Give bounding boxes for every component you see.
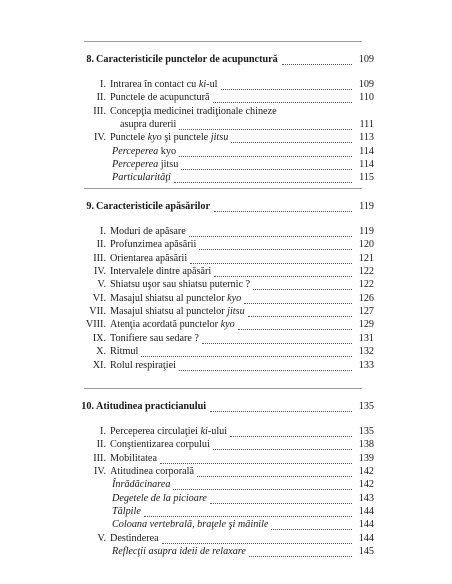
italic-term: Reflecţii asupra ideii de relaxare: [112, 546, 246, 558]
title-segment: Caracteristicile apăsărilor: [96, 201, 211, 212]
toc-entry[interactable]: [0, 318, 452, 332]
section-number: V.: [97, 532, 106, 544]
section-number: V.: [97, 279, 106, 291]
italic-term: kyo: [147, 132, 162, 144]
toc-entry[interactable]: [0, 78, 452, 92]
title-segment: Rolul respiraţiei: [110, 359, 176, 371]
page-number: 127: [358, 306, 374, 318]
title-segment: Perceperea circulaţiei: [110, 426, 201, 437]
page-number: 114: [359, 145, 374, 157]
italic-term: Particularităţi: [112, 172, 171, 184]
section-number: VIII.: [85, 319, 106, 331]
chapter-title: [96, 200, 210, 214]
subentry-title: [112, 171, 171, 185]
entry-title: [110, 305, 245, 319]
chapter-number: 10.: [81, 401, 94, 412]
page-number: 129: [358, 319, 374, 331]
page-number: 144: [358, 532, 374, 544]
entry-title: [110, 265, 211, 279]
toc-entry[interactable]: [0, 532, 452, 546]
title-segment: Profunzimea apăsării: [110, 239, 197, 251]
page-number: 142: [358, 466, 374, 478]
italic-term: Înrădăcinarea: [112, 479, 171, 491]
page-number: 135: [358, 401, 374, 412]
toc-entry[interactable]: [0, 359, 452, 373]
entry-title: [110, 78, 218, 92]
section-number: IX.: [92, 332, 106, 344]
title-segment: Atenţia acordată punctelor: [110, 319, 221, 331]
title-segment: Mobilitatea: [110, 452, 157, 464]
entry-title: [110, 465, 194, 479]
section-number: XI.: [92, 359, 106, 371]
page-number: 133: [358, 359, 374, 371]
italic-term: ki: [198, 79, 207, 90]
toc-entry[interactable]: [0, 305, 452, 319]
title-segment: -ului: [207, 426, 228, 437]
section-number: III.: [93, 452, 106, 464]
page-number: 122: [358, 266, 374, 278]
title-segment: Masajul shiatsu al punctelor: [110, 306, 228, 318]
toc-entry[interactable]: [0, 238, 452, 252]
page-number: 111: [359, 119, 374, 131]
toc-entry[interactable]: [0, 278, 452, 292]
title-segment: Masajul shiatsu al punctelor: [110, 292, 228, 304]
chapter-divider: [84, 188, 362, 189]
page-number: 113: [359, 132, 374, 144]
title-segment: şi punctele: [161, 132, 211, 144]
toc-entry[interactable]: [0, 452, 452, 466]
subentry-title: [112, 545, 246, 559]
page-number: 126: [358, 292, 374, 304]
title-segment: Atitudinea practicianului: [96, 401, 207, 412]
toc-entry[interactable]: [0, 438, 452, 452]
chapter-number: 8.: [86, 54, 94, 65]
page-number: 114: [359, 159, 374, 171]
title-segment: Shiatsu uşor sau shiatsu puternic ?: [110, 279, 251, 291]
entry-title: [110, 105, 277, 119]
toc-entry[interactable]: [0, 252, 452, 266]
page-number: 145: [358, 546, 374, 558]
section-number: VII.: [89, 306, 106, 318]
entry-title: [110, 345, 138, 359]
entry-title: [110, 359, 176, 373]
section-number: II.: [96, 239, 106, 251]
page-number: 109: [358, 79, 374, 90]
title-segment: Ritmul: [110, 346, 139, 358]
italic-term: kyo: [227, 292, 242, 304]
page-number: 109: [358, 54, 374, 65]
entry-title: [110, 292, 241, 306]
section-number: I.: [100, 426, 106, 437]
title-segment: Orientarea apăsării: [110, 252, 188, 264]
page-number: 144: [358, 519, 374, 531]
subentry-title: [112, 158, 178, 172]
chapter-heading[interactable]: [0, 400, 452, 414]
toc-subentry[interactable]: [0, 518, 452, 532]
page-number: 115: [359, 172, 374, 184]
toc-entry[interactable]: [0, 265, 452, 279]
page-number: 119: [359, 201, 374, 212]
section-number: I.: [100, 79, 106, 90]
toc-subentry[interactable]: [0, 145, 452, 159]
entry-title: [110, 438, 210, 452]
entry-title: [110, 452, 157, 466]
subentry-title: [112, 518, 268, 532]
title-segment: Intrarea în contact cu: [110, 79, 199, 90]
section-number: III.: [93, 252, 106, 264]
italic-term: Coloana vertebrală, braţele şi mâinile: [112, 519, 269, 531]
page-number: 138: [358, 439, 374, 451]
entry-title: [110, 318, 235, 332]
title-segment: Punctele de acupunctură: [110, 92, 210, 104]
title-segment: -ul: [206, 79, 218, 90]
chapter-divider: [84, 388, 362, 389]
title-segment: Conştientizarea corpului: [110, 439, 210, 451]
title-segment: kyo: [160, 145, 177, 157]
toc-subentry[interactable]: [0, 171, 452, 185]
page-number: 131: [358, 332, 374, 344]
title-segment: Caracteristicile punctelor de acupunctură: [96, 54, 278, 65]
section-number: VI.: [92, 292, 106, 304]
toc-subentry[interactable]: [0, 158, 452, 172]
title-segment: Intervalele dintre apăsări: [110, 266, 212, 278]
toc-entry[interactable]: [0, 131, 452, 145]
subentry-title: [112, 478, 170, 492]
entry-title: [110, 532, 159, 546]
toc-subentry[interactable]: [0, 505, 452, 519]
title-segment: Atitudinea corporală: [110, 466, 195, 478]
italic-term: jitsu: [210, 132, 229, 144]
toc-entry[interactable]: [0, 105, 452, 119]
italic-term: jitsu: [227, 306, 245, 318]
title-segment: Concepţia medicinei tradiţionale chineze: [110, 105, 277, 117]
toc-entry[interactable]: [0, 425, 452, 439]
section-number: II.: [96, 439, 106, 451]
chapter-number: 9.: [86, 201, 94, 212]
toc-entry[interactable]: [0, 332, 452, 346]
title-segment: Tonifiere sau sedare ?: [110, 332, 199, 344]
toc-subentry[interactable]: [0, 492, 452, 506]
italic-term: Perceperea: [112, 145, 161, 157]
entry-title: [110, 332, 199, 346]
chapter-title: [96, 53, 278, 67]
section-number: I.: [100, 226, 106, 237]
entry-title: [110, 131, 228, 145]
page-number: 144: [358, 506, 374, 518]
page-number: 142: [358, 479, 374, 491]
toc-entry[interactable]: [0, 91, 452, 105]
page-number: 119: [359, 226, 374, 237]
page-number: 135: [358, 426, 374, 437]
entry-title: [110, 225, 186, 239]
entry-title: [110, 278, 250, 292]
title-segment: Destinderea: [110, 532, 159, 544]
toc-entry[interactable]: [0, 465, 452, 479]
entry-title: [110, 91, 210, 105]
section-number: X.: [96, 346, 106, 358]
entry-title-continuation: asupra durerii: [120, 119, 177, 131]
section-number: III.: [93, 105, 106, 117]
subentry-title: [112, 492, 207, 506]
chapter-heading[interactable]: [0, 53, 452, 67]
entry-title: [110, 425, 227, 439]
toc-entry[interactable]: [0, 345, 452, 359]
title-segment: Moduri de apăsare: [110, 226, 186, 237]
chapter-divider: [84, 41, 362, 42]
page-number: 110: [359, 92, 374, 104]
toc-subentry[interactable]: [0, 545, 452, 559]
toc-entry[interactable]: [0, 225, 452, 239]
entry-title: [110, 252, 187, 266]
entry-title: [110, 238, 196, 252]
chapter-title: [96, 400, 206, 414]
italic-term: Perceperea: [112, 159, 161, 171]
chapter-heading[interactable]: [0, 200, 452, 214]
subentry-title: [112, 505, 141, 519]
page-number: 139: [358, 452, 374, 464]
italic-term: Tălpile: [112, 506, 141, 518]
subentry-title: [112, 145, 176, 159]
page-number: 132: [358, 346, 374, 358]
section-number: IV.: [94, 132, 106, 144]
section-number: II.: [96, 92, 106, 104]
page-number: 120: [358, 239, 374, 251]
title-segment: Punctele: [110, 132, 148, 144]
toc-entry[interactable]: [0, 292, 452, 306]
section-number: IV.: [94, 466, 106, 478]
page-number: 122: [358, 279, 374, 291]
toc-subentry[interactable]: [0, 478, 452, 492]
italic-term: Degetele de la picioare: [112, 492, 207, 504]
page-number: 121: [358, 252, 374, 264]
italic-term: ki: [200, 426, 208, 437]
title-segment: jitsu: [160, 159, 179, 171]
section-number: IV.: [94, 266, 106, 278]
italic-term: kyo: [220, 319, 235, 331]
toc-entry-continuation: [0, 118, 452, 132]
page-number: 143: [358, 492, 374, 504]
